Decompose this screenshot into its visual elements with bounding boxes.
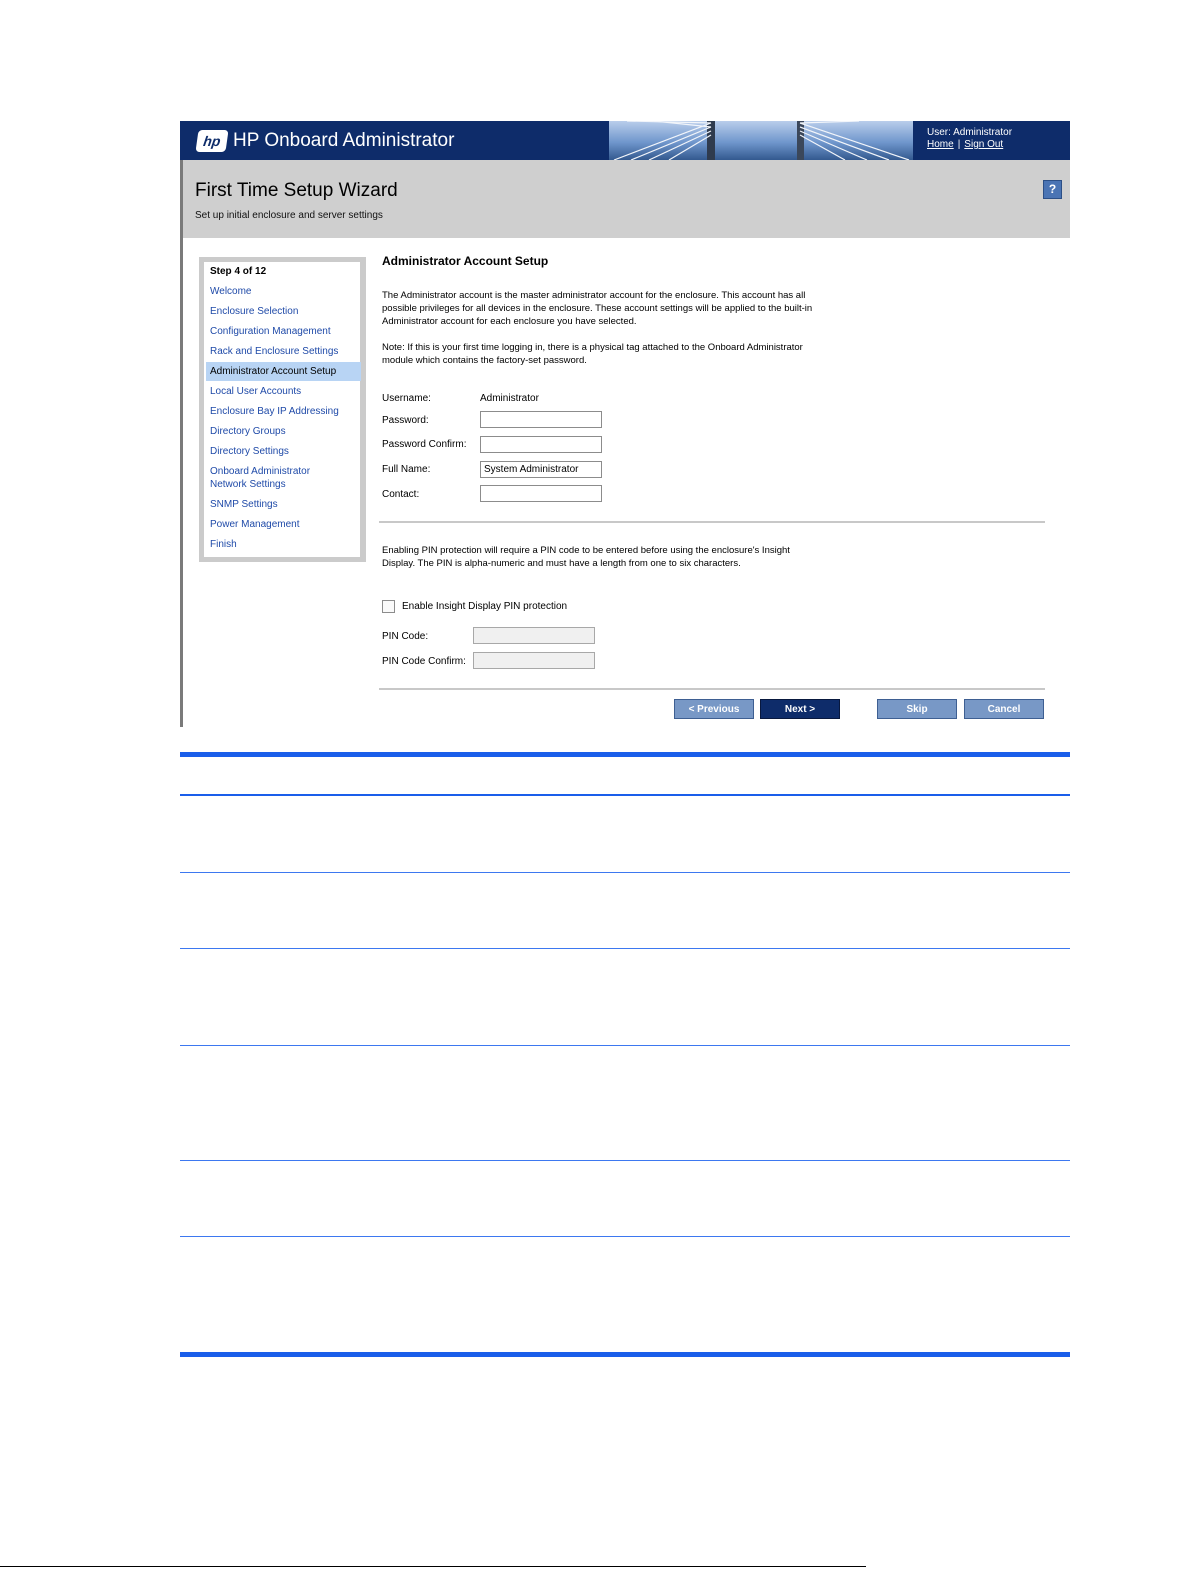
next-button[interactable]: Next > [760,699,840,719]
user-label: User: Administrator [927,127,1013,138]
user-panel [917,121,1070,160]
step-configuration-management[interactable]: Configuration Management [210,326,331,337]
step-enclosure-bay-ip[interactable]: Enclosure Bay IP Addressing [210,406,339,417]
footer-divider [379,688,1045,690]
left-border [180,238,183,727]
table-row-divider [180,872,1070,873]
table-row-divider [180,1160,1070,1161]
header-banner [180,121,1070,160]
contact-input[interactable] [480,485,602,502]
cancel-button[interactable]: Cancel [964,699,1044,719]
full-name-input[interactable] [480,461,602,478]
sign-out-link[interactable]: Sign Out [964,139,1004,150]
table-bottom-rule [180,1352,1070,1357]
oa-window [180,121,1070,727]
step-local-user-accounts[interactable]: Local User Accounts [210,386,302,397]
step-directory-groups[interactable]: Directory Groups [210,426,286,437]
step-snmp-settings[interactable]: SNMP Settings [210,499,278,510]
step-power-management[interactable]: Power Management [210,519,300,530]
steps-nav [199,257,366,562]
step-rack-enclosure-settings[interactable]: Rack and Enclosure Settings [210,346,339,357]
skip-button[interactable]: Skip [877,699,957,719]
step-oa-network-settings-line2[interactable]: Network Settings [210,479,286,490]
password-confirm-input[interactable] [480,436,602,453]
full-name-label: Full Name: [382,464,431,475]
pin-code-confirm-input[interactable] [473,652,595,669]
hp-logo: hp [195,130,228,152]
header-bridge-image [609,121,913,160]
password-confirm-label: Password Confirm: [382,439,467,450]
password-input[interactable] [480,411,602,428]
pin-protection-label: Enable Insight Display PIN protection [402,601,568,612]
table-top-rule [180,752,1070,757]
username-label: Username: [382,393,431,404]
step-enclosure-selection[interactable]: Enclosure Selection [210,306,299,317]
step-directory-settings[interactable]: Directory Settings [210,446,289,457]
wizard-title-band [180,160,1070,238]
section-heading: Administrator Account Setup [382,254,549,268]
link-separator: | [957,139,961,150]
table-row-divider [180,948,1070,949]
contact-label: Contact: [382,489,420,500]
pin-code-confirm-label: PIN Code Confirm: [382,656,466,667]
step-indicator: Step 4 of 12 [210,266,267,277]
username-value: Administrator [480,393,539,404]
help-icon[interactable]: ? [1043,180,1062,199]
pin-info-text: Enabling PIN protection will require a PIN code to be entered before using the enclosure's Insight Display. The PIN is alpha-numeric and must have a length from one to six characters. [382,545,790,569]
pin-code-input[interactable] [473,627,595,644]
section-divider [379,521,1045,523]
page-title: First Time Setup Wizard [195,180,398,201]
app-title: HP Onboard Administrator [233,130,455,151]
step-administrator-account-setup[interactable]: Administrator Account Setup [206,362,361,381]
table-row-divider [180,1045,1070,1046]
intro-text: The Administrator account is the master administrator account for the enclosure. This account has all possible privileges for all devices in the enclosure. These account settings will be applied to the built-in Administrator account for each enclosure you have selected. [382,290,813,327]
pin-protection-checkbox[interactable] [382,600,395,613]
page-subtitle: Set up initial enclosure and server settings [195,210,383,221]
password-label: Password: [382,415,429,426]
home-link[interactable]: Home [927,139,954,150]
note-text: Note: If this is your first time logging in, there is a physical tag attached to the Onboard Administrator module which contains the factory-set password. [382,342,803,366]
step-welcome[interactable]: Welcome [210,286,252,297]
table-row-divider [180,1236,1070,1237]
table-header-rule [180,794,1070,796]
page-footer-rule [0,1566,866,1567]
pin-code-label: PIN Code: [382,631,429,642]
step-oa-network-settings-line1[interactable]: Onboard Administrator [210,466,311,477]
step-finish[interactable]: Finish [210,539,237,550]
previous-button[interactable]: < Previous [674,699,754,719]
